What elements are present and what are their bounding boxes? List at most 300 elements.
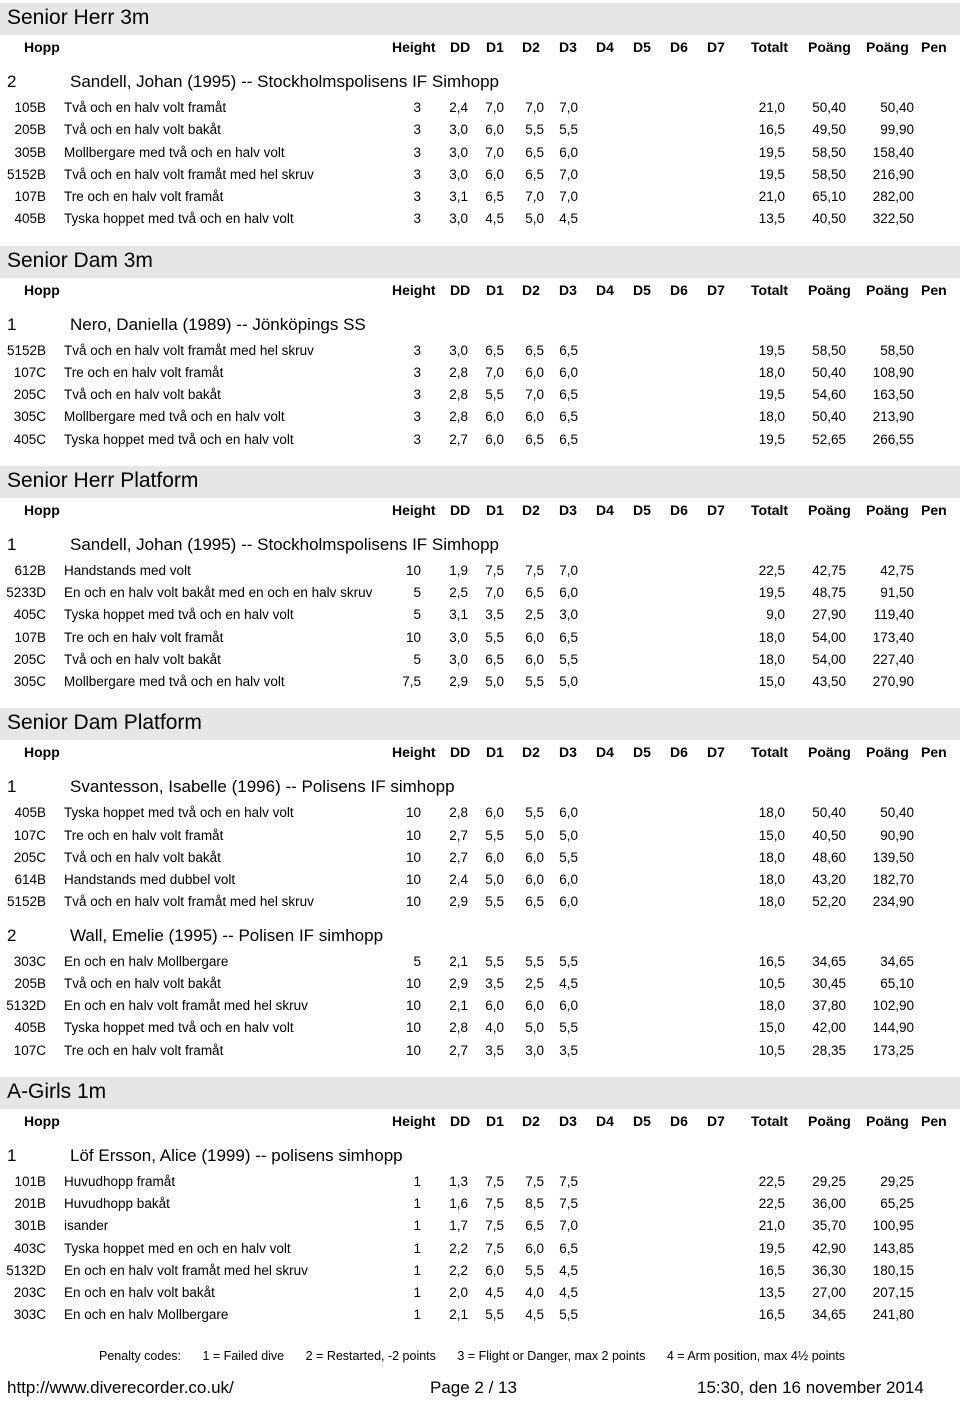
column-header: D2 — [522, 744, 540, 761]
dive-code: 107C — [13, 1042, 46, 1058]
dive-row — [0, 585, 960, 607]
dive-description: En och en halv Mollbergare — [64, 1307, 229, 1323]
dive-dd: 3,0 — [449, 629, 468, 645]
dive-total: 18,0 — [758, 872, 785, 887]
dive-total: 19,5 — [758, 1240, 785, 1256]
column-header: D2 — [522, 39, 540, 55]
judge-score-1: 7,0 — [485, 144, 504, 160]
penalty-code-3: 3 = Flight or Danger, max 2 points — [457, 1349, 646, 1363]
dive-points: 48,60 — [812, 849, 846, 865]
section-title: Senior Dam 3m — [7, 248, 153, 272]
judge-score-1: 6,0 — [485, 166, 504, 182]
dive-dd: 3,1 — [449, 607, 468, 623]
cumulative-points: 322,50 — [872, 211, 914, 227]
judge-score-1: 4,0 — [485, 1020, 504, 1036]
cumulative-points: 270,90 — [872, 674, 914, 689]
judge-score-2: 6,0 — [525, 1240, 544, 1256]
participant-name: Wall, Emelie (1995) -- Polisen IF simhopp — [70, 925, 384, 945]
dive-dd: 2,1 — [449, 998, 468, 1013]
dive-points: 28,35 — [812, 1042, 846, 1058]
dive-total: 19,5 — [758, 166, 785, 182]
dive-height: 3 — [413, 122, 421, 138]
dive-description: Två och en halv volt bakåt — [64, 651, 221, 667]
judge-score-2: 5,5 — [525, 1262, 544, 1278]
judge-score-3: 5,5 — [559, 651, 578, 667]
dive-dd: 2,8 — [449, 805, 468, 821]
dive-dd: 2,9 — [449, 975, 468, 991]
dive-dd: 3,0 — [449, 122, 468, 138]
column-header: Poäng — [808, 39, 851, 55]
judge-score-3: 7,5 — [559, 1173, 578, 1189]
column-header: D4 — [596, 281, 614, 298]
dive-code: 5132D — [6, 1262, 46, 1278]
column-header: D5 — [633, 1112, 651, 1129]
dive-code: 405B — [14, 805, 46, 821]
column-header: DD — [450, 281, 471, 298]
cumulative-points: 213,90 — [872, 409, 914, 425]
dive-dd: 1,9 — [449, 562, 468, 578]
dive-height: 10 — [405, 1042, 421, 1058]
column-header: Poäng — [866, 39, 909, 55]
dive-height: 1 — [413, 1262, 421, 1278]
judge-score-1: 7,5 — [485, 1173, 504, 1189]
dive-points: 36,30 — [812, 1262, 846, 1278]
dive-description: Två och en halv volt bakåt — [64, 975, 221, 991]
dive-dd: 3,0 — [449, 166, 468, 182]
dive-points: 42,00 — [812, 1020, 846, 1036]
column-header: D7 — [707, 1112, 725, 1129]
column-header: Poäng — [808, 501, 851, 518]
judge-score-1: 7,5 — [485, 1196, 504, 1211]
dive-dd: 2,4 — [449, 872, 468, 887]
judge-score-1: 5,0 — [485, 674, 504, 689]
judge-score-3: 7,0 — [559, 1218, 578, 1234]
dive-description: Tre och en halv volt framåt — [64, 1042, 224, 1058]
column-header: D5 — [633, 281, 651, 298]
dive-row — [0, 894, 960, 916]
dive-row — [0, 563, 960, 585]
dive-height: 5 — [413, 607, 421, 623]
column-header: DD — [450, 501, 471, 518]
dive-height: 7,5 — [402, 674, 421, 689]
dive-row — [0, 122, 960, 144]
column-header: Totalt — [751, 744, 789, 761]
dive-dd: 2,5 — [449, 585, 468, 600]
cumulative-points: 100,95 — [872, 1218, 914, 1234]
dive-points: 27,90 — [812, 607, 846, 623]
section-title: A-Girls 1m — [7, 1079, 107, 1103]
judge-score-1: 7,5 — [485, 1240, 504, 1256]
dive-code: 205B — [14, 122, 46, 138]
judge-score-3: 6,0 — [559, 585, 578, 600]
judge-score-2: 5,0 — [525, 211, 544, 227]
cumulative-points: 158,40 — [872, 144, 914, 160]
dive-points: 50,40 — [812, 100, 846, 115]
dive-points: 65,10 — [812, 189, 846, 204]
dive-code: 5152B — [6, 342, 46, 358]
dive-total: 16,5 — [758, 1262, 785, 1278]
dive-row — [0, 652, 960, 674]
dive-points: 40,50 — [812, 827, 846, 843]
column-header: Hopp — [24, 281, 60, 298]
judge-score-1: 7,0 — [485, 585, 504, 600]
dive-height: 3 — [413, 100, 421, 115]
dive-code: 5132D — [6, 998, 46, 1013]
cumulative-points: 108,90 — [872, 364, 914, 380]
judge-score-2: 7,0 — [525, 189, 544, 204]
dive-total: 18,0 — [758, 364, 785, 380]
section-title: Senior Dam Platform — [7, 711, 202, 735]
judge-score-1: 7,5 — [485, 1218, 504, 1234]
footer-datetime: 15:30, den 16 november 2014 — [697, 1378, 924, 1397]
dive-description: En och en halv volt bakåt — [64, 1285, 215, 1300]
dive-points: 54,60 — [812, 387, 846, 402]
dive-row — [0, 674, 960, 696]
dive-total: 18,0 — [758, 629, 785, 645]
column-header: Poäng — [866, 501, 909, 518]
dive-code: 5152B — [6, 894, 46, 910]
dive-code: 203C — [13, 1285, 46, 1300]
column-header: Totalt — [751, 281, 789, 298]
judge-score-2: 6,5 — [525, 166, 544, 182]
column-header: Pen — [921, 501, 947, 518]
dive-description: Mollbergare med två och en halv volt — [64, 674, 285, 689]
dive-code: 107B — [14, 629, 46, 645]
cumulative-points: 42,75 — [880, 562, 914, 578]
dive-dd: 2,1 — [449, 1307, 468, 1323]
dive-points: 42,90 — [812, 1240, 846, 1256]
dive-height: 10 — [405, 975, 421, 991]
participant-name: Svantesson, Isabelle (1996) -- Polisens IF simhopp — [70, 777, 455, 797]
column-header: Height — [392, 1112, 436, 1129]
dive-code: 107C — [13, 364, 46, 380]
judge-score-3: 4,5 — [559, 211, 578, 227]
cumulative-points: 180,15 — [872, 1262, 914, 1278]
judge-score-1: 6,0 — [485, 431, 504, 447]
judge-score-2: 6,0 — [525, 409, 544, 425]
judge-score-2: 5,0 — [525, 827, 544, 843]
dive-description: Tyska hoppet med två och en halv volt — [64, 607, 294, 623]
dive-dd: 3,0 — [449, 211, 468, 227]
cumulative-points: 234,90 — [872, 894, 914, 910]
judge-score-3: 4,5 — [559, 1262, 578, 1278]
judge-score-2: 6,5 — [525, 342, 544, 358]
dive-code: 107C — [13, 827, 46, 843]
judge-score-2: 2,5 — [525, 975, 544, 991]
dive-code: 405B — [14, 211, 46, 227]
dive-dd: 2,8 — [449, 1020, 468, 1036]
judge-score-2: 5,0 — [525, 1020, 544, 1036]
column-header: D4 — [596, 1112, 614, 1129]
penalty-label: Penalty codes: — [99, 1349, 181, 1363]
column-header: D6 — [670, 501, 688, 518]
dive-height: 1 — [413, 1196, 421, 1211]
dive-row — [0, 976, 960, 998]
judge-score-2: 5,5 — [525, 122, 544, 138]
judge-score-3: 6,5 — [559, 342, 578, 358]
dive-code: 405B — [14, 1020, 46, 1036]
dive-row — [0, 872, 960, 894]
dive-points: 52,20 — [812, 894, 846, 910]
dive-row — [0, 630, 960, 652]
dive-points: 54,00 — [812, 629, 846, 645]
cumulative-points: 102,90 — [872, 998, 914, 1013]
dive-height: 10 — [405, 872, 421, 887]
judge-score-3: 3,0 — [559, 607, 578, 623]
column-header: D6 — [670, 281, 688, 298]
dive-row — [0, 100, 960, 122]
judge-score-1: 3,5 — [485, 975, 504, 991]
page-footer — [0, 1378, 960, 1400]
judge-score-1: 6,0 — [485, 1262, 504, 1278]
dive-height: 3 — [413, 144, 421, 160]
judge-score-3: 6,5 — [559, 1240, 578, 1256]
dive-description: Tyska hoppet med två och en halv volt — [64, 211, 294, 227]
dive-code: 205C — [13, 651, 46, 667]
dive-description: Tre och en halv volt framåt — [64, 629, 224, 645]
column-header: Hopp — [24, 744, 60, 761]
participant-rank: 2 — [7, 72, 17, 91]
dive-row — [0, 365, 960, 387]
column-header: Height — [392, 744, 436, 761]
dive-total: 22,5 — [758, 1173, 785, 1189]
column-header: Poäng — [808, 281, 851, 298]
dive-code: 201B — [14, 1196, 46, 1211]
judge-score-1: 6,0 — [485, 122, 504, 138]
judge-score-1: 5,5 — [485, 894, 504, 910]
dive-row — [0, 1241, 960, 1263]
cumulative-points: 207,15 — [872, 1285, 914, 1300]
column-header: Hopp — [24, 1112, 60, 1129]
participant-name: Sandell, Johan (1995) -- Stockholmspolisens IF Simhopp — [70, 534, 499, 554]
dive-dd: 3,1 — [449, 189, 468, 204]
dive-description: Två och en halv volt bakåt — [64, 387, 221, 402]
dive-height: 3 — [413, 387, 421, 402]
judge-score-2: 7,0 — [525, 100, 544, 115]
judge-score-2: 6,0 — [525, 872, 544, 887]
column-header: Pen — [921, 39, 947, 55]
judge-score-3: 6,5 — [559, 629, 578, 645]
column-header: Poäng — [808, 1112, 851, 1129]
column-header: D2 — [522, 501, 540, 518]
dive-row — [0, 1196, 960, 1218]
dive-points: 37,80 — [812, 998, 846, 1013]
column-header: Height — [392, 39, 436, 55]
dive-points: 36,00 — [812, 1196, 846, 1211]
dive-height: 5 — [413, 651, 421, 667]
dive-height: 3 — [413, 166, 421, 182]
dive-code: 5152B — [6, 166, 46, 182]
judge-score-1: 3,5 — [485, 1042, 504, 1058]
dive-points: 54,00 — [812, 651, 846, 667]
section-title: Senior Herr Platform — [7, 468, 199, 492]
judge-score-3: 7,5 — [559, 1196, 578, 1211]
dive-row — [0, 189, 960, 211]
column-header: D5 — [633, 39, 651, 55]
column-header: D5 — [633, 501, 651, 518]
dive-row — [0, 850, 960, 872]
dive-description: Mollbergare med två och en halv volt — [64, 144, 285, 160]
dive-code: 301B — [14, 1218, 46, 1234]
column-header: D3 — [559, 1112, 577, 1129]
dive-description: Tre och en halv volt framåt — [64, 364, 224, 380]
column-header: Pen — [921, 1112, 947, 1129]
section-title: Senior Herr 3m — [7, 6, 150, 29]
judge-score-2: 6,0 — [525, 651, 544, 667]
judge-score-3: 6,5 — [559, 387, 578, 402]
dive-height: 3 — [413, 211, 421, 227]
dive-dd: 3,0 — [449, 144, 468, 160]
dive-description: Tre och en halv volt framåt — [64, 189, 224, 204]
judge-score-2: 6,0 — [525, 849, 544, 865]
dive-points: 43,50 — [812, 674, 846, 689]
judge-score-3: 5,5 — [559, 1020, 578, 1036]
dive-height: 3 — [413, 364, 421, 380]
dive-dd: 2,2 — [449, 1240, 468, 1256]
cumulative-points: 29,25 — [880, 1173, 914, 1189]
penalty-codes — [99, 1349, 865, 1363]
dive-description: Två och en halv volt bakåt — [64, 849, 221, 865]
column-header: D7 — [707, 744, 725, 761]
participant-rank: 1 — [7, 314, 17, 334]
dive-total: 15,0 — [758, 827, 785, 843]
dive-total: 10,5 — [758, 1042, 785, 1058]
column-header: Poäng — [866, 1112, 909, 1129]
penalty-code-1: 1 = Failed dive — [202, 1349, 285, 1363]
cumulative-points: 173,40 — [872, 629, 914, 645]
dive-description: En och en halv volt framåt med hel skruv — [64, 1262, 308, 1278]
column-header: DD — [450, 1112, 471, 1129]
dive-code: 403C — [13, 1240, 46, 1256]
judge-score-2: 8,5 — [525, 1196, 544, 1211]
dive-description: En och en halv volt framåt med hel skruv — [64, 998, 308, 1013]
dive-code: 205B — [14, 975, 46, 991]
judge-score-3: 7,0 — [559, 100, 578, 115]
dive-points: 52,65 — [812, 431, 846, 447]
dive-row — [0, 387, 960, 409]
cumulative-points: 227,40 — [872, 651, 914, 667]
dive-row — [0, 1174, 960, 1196]
judge-score-2: 7,0 — [525, 387, 544, 402]
participant-name: Nero, Daniella (1989) -- Jönköpings SS — [70, 314, 366, 334]
column-header: D3 — [559, 281, 577, 298]
dive-total: 21,0 — [758, 189, 785, 204]
dive-code: 205C — [13, 387, 46, 402]
judge-score-1: 7,0 — [485, 364, 504, 380]
dive-row — [0, 409, 960, 431]
cumulative-points: 50,40 — [880, 100, 914, 115]
dive-code: 305C — [13, 674, 46, 689]
cumulative-points: 119,40 — [873, 607, 914, 623]
dive-total: 18,0 — [758, 894, 785, 910]
dive-code: 105B — [14, 100, 46, 115]
dive-height: 5 — [413, 585, 421, 600]
column-header: D3 — [559, 501, 577, 518]
dive-row — [0, 1020, 960, 1042]
dive-height: 10 — [405, 562, 421, 578]
dive-dd: 2,4 — [449, 100, 468, 115]
dive-row — [0, 1285, 960, 1307]
judge-score-3: 6,5 — [559, 409, 578, 425]
dive-total: 16,5 — [758, 953, 785, 969]
column-header: D1 — [486, 1112, 504, 1129]
cumulative-points: 182,70 — [872, 872, 914, 887]
judge-score-2: 3,0 — [525, 1042, 544, 1058]
dive-total: 18,0 — [758, 651, 785, 667]
dive-total: 19,5 — [758, 342, 785, 358]
dive-description: Tre och en halv volt framåt — [64, 827, 224, 843]
judge-score-3: 4,5 — [559, 975, 578, 991]
dive-code: 405C — [13, 607, 46, 623]
column-header: D2 — [522, 281, 540, 298]
column-header: Hopp — [24, 501, 60, 518]
column-header: D6 — [670, 1112, 688, 1129]
judge-score-3: 5,5 — [559, 1307, 578, 1323]
dive-total: 18,0 — [758, 849, 785, 865]
dive-height: 3 — [413, 431, 421, 447]
dive-total: 13,5 — [758, 1285, 785, 1300]
cumulative-points: 173,25 — [872, 1042, 914, 1058]
dive-total: 21,0 — [758, 100, 785, 115]
dive-points: 50,40 — [812, 409, 846, 425]
dive-points: 58,50 — [812, 342, 846, 358]
dive-description: Två och en halv volt framåt — [64, 100, 227, 115]
dive-height: 1 — [413, 1218, 421, 1234]
dive-row — [0, 1263, 960, 1285]
judge-score-2: 6,5 — [525, 144, 544, 160]
dive-height: 10 — [405, 998, 421, 1013]
dive-row — [0, 607, 960, 629]
footer-url[interactable]: http://www.diverecorder.co.uk/ — [7, 1378, 234, 1397]
cumulative-points: 90,90 — [880, 827, 914, 843]
cumulative-points: 58,50 — [880, 342, 914, 358]
dive-points: 58,50 — [812, 166, 846, 182]
column-header: D4 — [596, 744, 614, 761]
dive-height: 10 — [405, 894, 421, 910]
dive-total: 15,0 — [758, 1020, 785, 1036]
dive-points: 48,75 — [812, 585, 846, 600]
judge-score-1: 5,5 — [485, 629, 504, 645]
dive-total: 16,5 — [758, 1307, 785, 1323]
cumulative-points: 50,40 — [880, 805, 914, 821]
judge-score-1: 5,5 — [485, 387, 504, 402]
judge-score-1: 6,5 — [485, 189, 504, 204]
judge-score-1: 6,5 — [485, 342, 504, 358]
dive-code: 405C — [13, 431, 46, 447]
column-header: Pen — [921, 281, 947, 298]
dive-dd: 3,0 — [449, 651, 468, 667]
judge-score-1: 5,0 — [485, 872, 504, 887]
participant-name: Sandell, Johan (1995) -- Stockholmspolisens IF Simhopp — [70, 72, 499, 91]
judge-score-2: 6,5 — [525, 1218, 544, 1234]
judge-score-2: 6,5 — [525, 585, 544, 600]
column-header: Totalt — [751, 501, 789, 518]
judge-score-3: 5,5 — [559, 122, 578, 138]
dive-code: 303C — [13, 953, 46, 969]
participant-rank: 1 — [7, 777, 17, 797]
dive-total: 19,5 — [758, 585, 785, 600]
cumulative-points: 139,50 — [872, 849, 914, 865]
dive-description: Två och en halv volt bakåt — [64, 122, 221, 138]
participant-rank: 1 — [7, 534, 17, 554]
judge-score-1: 7,0 — [485, 100, 504, 115]
dive-description: Tyska hoppet med två och en halv volt — [64, 805, 294, 821]
dive-total: 16,5 — [758, 122, 785, 138]
cumulative-points: 143,85 — [872, 1240, 914, 1256]
judge-score-2: 6,0 — [525, 364, 544, 380]
dive-dd: 1,7 — [449, 1218, 468, 1234]
column-header: D5 — [633, 744, 651, 761]
